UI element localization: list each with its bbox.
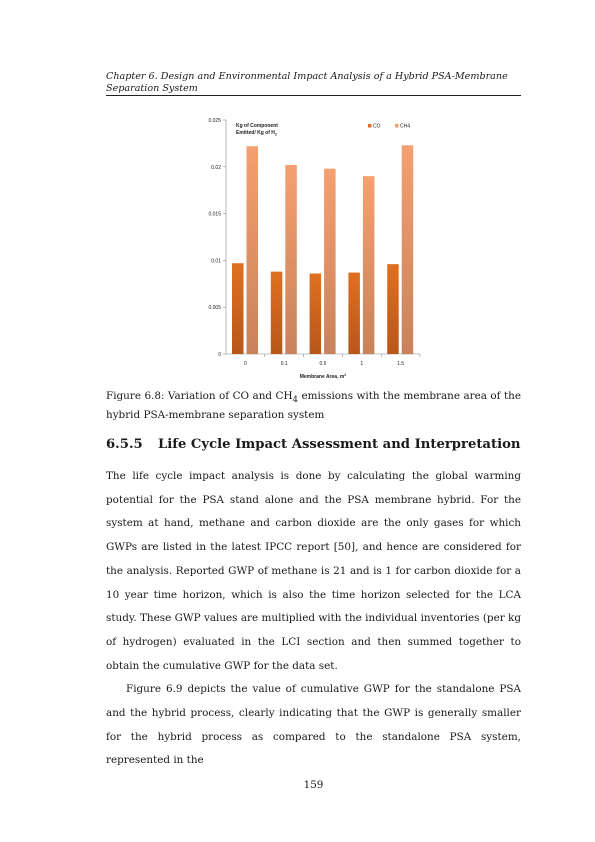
chart-title-line-2-text: Emitted/ Kg of H: [236, 130, 275, 136]
legend-swatch-ch4: [395, 124, 399, 128]
x-axis-label: [300, 373, 347, 380]
bar-co-0: [232, 263, 244, 354]
bar-ch4-1: [285, 165, 297, 354]
caption-text-1: Figure 6.8: Variation of CO and CH: [106, 390, 293, 402]
y-tick-label-0: 0: [218, 352, 221, 358]
bar-ch4-3: [363, 176, 375, 354]
chart-title-line-1: Kg of Component: [236, 123, 278, 129]
x-tick-label-3: 1: [360, 361, 364, 367]
paragraph-1: The life cycle impact analysis is done by calculating the global warming potential for the PSA stand alone and the PSA membrane hybrid. For the system at hand, methane and carbon dioxide are the only gases for which GWPs are listed in the latest IPCC report [50], and hence are considered for the analysis. Reported GWP of methane is 21 and is 1 for carbon dioxide for a 10 year time horizon, which is also the time horizon selected for the LCA study. These GWP values are multiplied with the individual inventories (per kg of hydrogen) evaluated in the LCI section and then summed together to obtain the cumulative GWP for the data set.: [106, 470, 521, 672]
bar-co-3: [348, 273, 360, 354]
section-number: 6.5.5: [106, 437, 143, 452]
chart-title-subscript: 2: [274, 132, 277, 137]
y-tick-label-3: 0.015: [208, 211, 221, 218]
legend-swatch-co: [368, 124, 372, 128]
page-number: 159: [303, 779, 324, 791]
x-tick-label-0: 0: [244, 361, 247, 367]
chart-title-line-2: [236, 130, 277, 137]
running-header: [106, 71, 521, 95]
running-header-line-2: Separation System: [106, 83, 198, 94]
y-tick-label-2: 0.01: [211, 258, 221, 265]
body-text: [106, 465, 521, 773]
paragraph-2: Figure 6.9 depicts the value of cumulative GWP for the standalone PSA and the hybrid process, clearly indicating that the GWP is generally smaller for the hybrid process as compared to the standalone PSA system, represented in the: [106, 683, 521, 767]
bar-ch4-0: [247, 146, 259, 354]
figure-6-8-chart: [190, 112, 430, 384]
bar-chart-svg: [190, 112, 430, 384]
x-tick-label-2: 0.5: [319, 361, 327, 367]
legend-label-co: CO: [373, 123, 381, 130]
caption-text-2: emissions with the membrane area of the hybrid PSA-membrane separation system: [106, 390, 521, 421]
bar-co-2: [310, 274, 322, 354]
legend-label-ch4: CH4: [400, 123, 411, 130]
y-tick-label-4: 0.02: [211, 164, 221, 171]
bar-ch4-2: [324, 169, 336, 354]
section-title-text: Life Cycle Impact Assessment and Interpretation: [158, 437, 521, 452]
x-axis-label-text: Membrane Area, m: [299, 374, 345, 380]
bar-co-4: [387, 264, 399, 354]
header-rule: [106, 95, 521, 96]
running-header-line-1: Chapter 6. Design and Environmental Impact Analysis of a Hybrid PSA-Membrane: [106, 71, 508, 82]
figure-caption: [106, 389, 521, 422]
y-tick-label-5: 0.025: [208, 118, 221, 124]
section-heading: [106, 436, 521, 454]
bar-ch4-4: [402, 145, 414, 354]
caption-subscript: 4: [292, 395, 299, 406]
x-axis-label-superscript: 2: [344, 373, 347, 377]
bar-co-1: [271, 272, 283, 354]
x-tick-label-4: 1.5: [397, 361, 405, 367]
x-tick-label-1: 0.1: [280, 361, 288, 367]
y-tick-label-1: 0.005: [208, 305, 221, 312]
